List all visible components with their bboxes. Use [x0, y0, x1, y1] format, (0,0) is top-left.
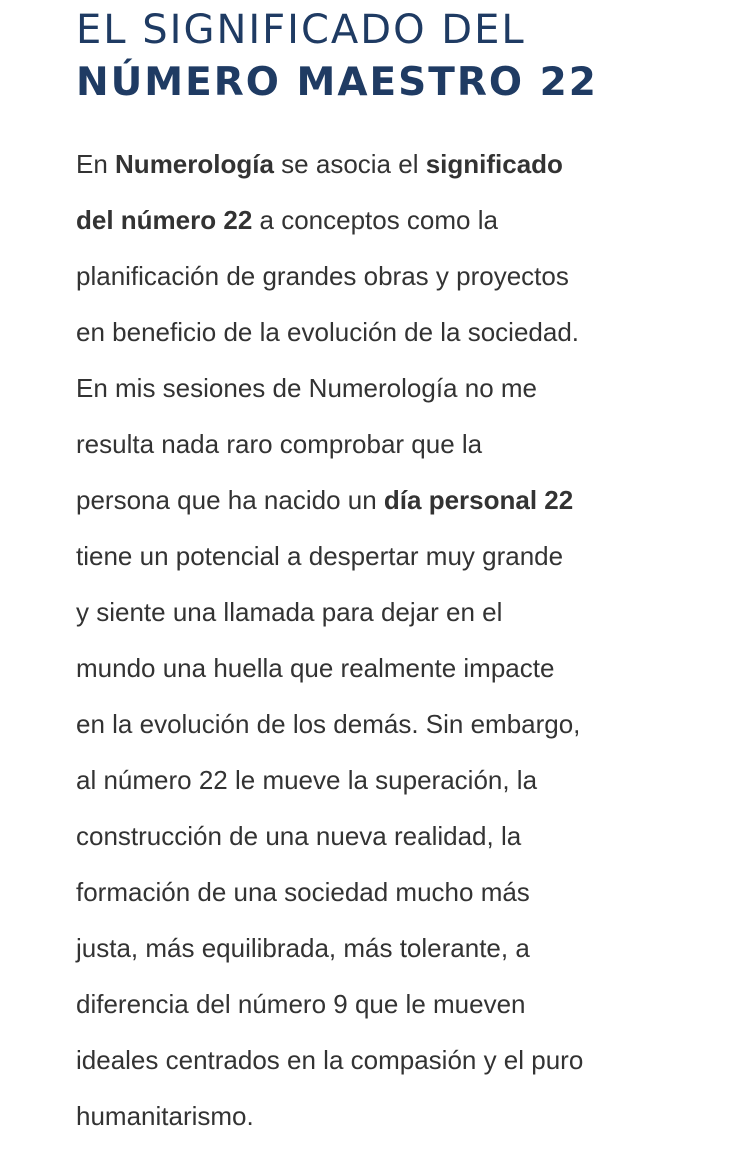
text-segment: a conceptos como la: [252, 205, 498, 235]
paragraph-line: [76, 920, 716, 976]
text-segment: formación de una sociedad mucho más: [76, 877, 530, 907]
paragraph-line: [76, 976, 716, 1032]
text-segment: al número 22 le mueve la superación, la: [76, 765, 538, 795]
paragraph-line: [76, 360, 716, 416]
paragraph-line: [76, 640, 716, 696]
paragraph-line: [76, 584, 716, 640]
text-segment: planificación de grandes obras y proyectos: [76, 261, 569, 291]
bold-text: día personal 22: [383, 485, 574, 515]
bold-text: del número 22: [76, 205, 253, 235]
text-segment: humanitarismo.: [76, 1101, 254, 1131]
paragraph-line: [76, 752, 716, 808]
paragraph-line: [76, 248, 716, 304]
paragraph-line: [76, 304, 716, 360]
text-segment: y siente una llamada para dejar en el: [76, 597, 503, 627]
bold-text: Numerología: [115, 149, 274, 179]
text-segment: mundo una huella que realmente impacte: [76, 653, 555, 683]
text-segment: resulta nada raro comprobar que la: [76, 429, 483, 459]
text-segment: tiene un potencial a despertar muy grande: [76, 541, 564, 571]
paragraph-line: [76, 416, 716, 472]
article-paragraph: [76, 136, 716, 1144]
title-line-1: EL SIGNIFICADO DEL: [76, 7, 526, 53]
text-segment: justa, más equilibrada, más tolerante, a: [76, 933, 530, 963]
paragraph-line: [76, 472, 716, 528]
paragraph-line: [76, 528, 716, 584]
paragraph-line: [76, 192, 716, 248]
paragraph-line: [76, 808, 716, 864]
text-segment: ideales centrados en la compasión y el puro: [76, 1045, 584, 1075]
paragraph-line: [76, 696, 716, 752]
paragraph-line: [76, 1032, 716, 1088]
paragraph-line: [76, 136, 716, 192]
text-segment: se asocia el: [273, 149, 426, 179]
paragraph-line: [76, 1088, 716, 1144]
paragraph-line: [76, 864, 716, 920]
text-segment: En mis sesiones de Numerología no me: [76, 373, 538, 403]
text-segment: persona que ha nacido un: [76, 485, 384, 515]
title-line-2: NÚMERO MAESTRO 22: [76, 60, 598, 105]
article-title: [76, 0, 716, 110]
text-segment: en beneficio de la evolución de la sociedad.: [76, 317, 580, 347]
text-segment: construcción de una nueva realidad, la: [76, 821, 522, 851]
article: [76, 0, 716, 1144]
text-segment: en la evolución de los demás. Sin embargo,: [76, 709, 581, 739]
bold-text: significado: [425, 149, 563, 179]
text-segment: En: [76, 149, 116, 179]
text-segment: diferencia del número 9 que le mueven: [76, 989, 526, 1019]
